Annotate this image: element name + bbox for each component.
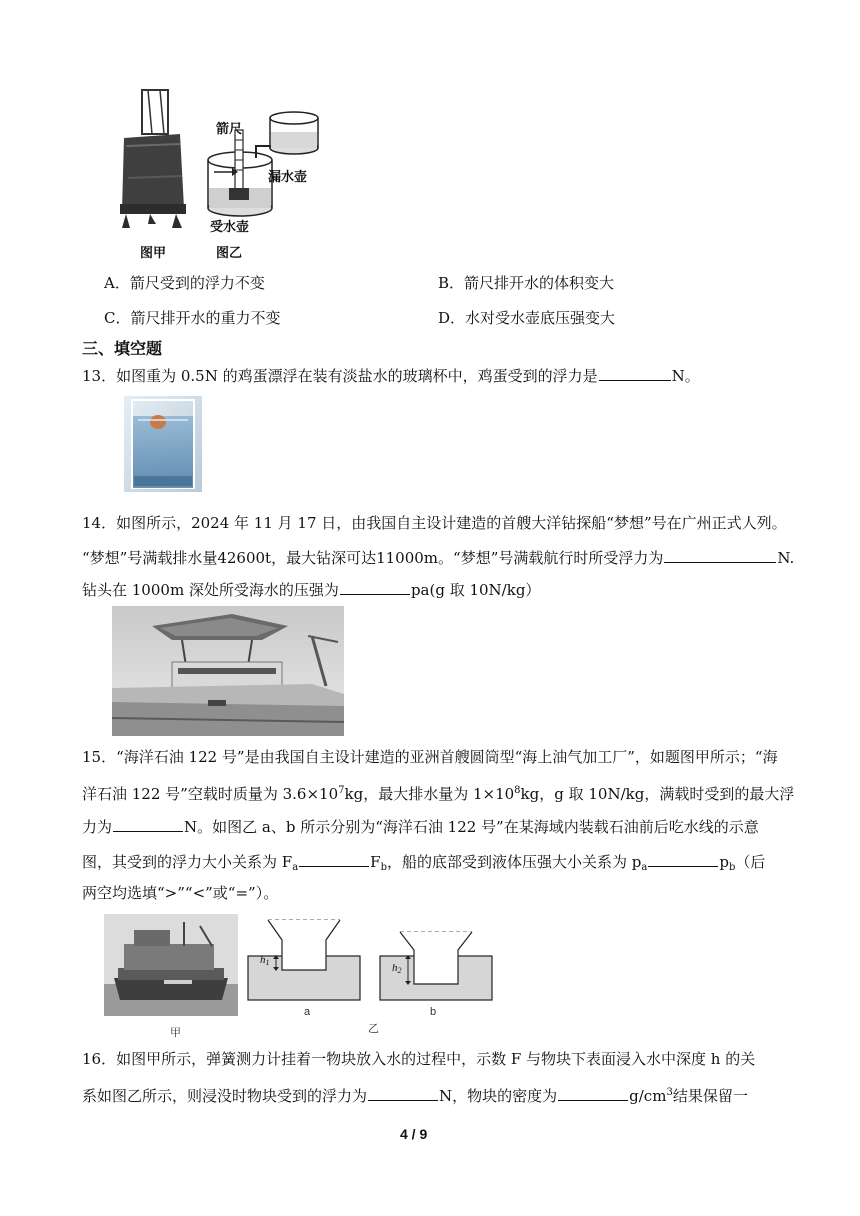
q15-fig-jia: 甲 [170,1027,181,1039]
q13-text-a: 13．如图重为 0.5N 的鸡蛋漂浮在装有淡盐水的玻璃杯中，鸡蛋受到的浮力是 [82,367,598,385]
q15-h1-sub: 1 [265,958,270,967]
q15-line4-d: p [719,853,729,871]
q16-line2-a: 系如图乙所示，则浸没时物块受到的浮力为 [82,1087,368,1105]
q15-h1: h [260,954,266,966]
caption-yi: 图乙 [216,246,243,261]
page-number: 4 / 9 [400,1126,428,1142]
q15-platform-photo [104,914,238,1016]
q15-sub-b: b [380,862,387,873]
q15-fig-b: b [430,1006,437,1018]
figure-clepsydra [110,88,330,260]
q15-fig-yi: 乙 [368,1023,379,1035]
q16-exp: 3 [666,1087,673,1098]
q13-egg-photo [124,396,202,492]
q15-line2-c: kg，g 取 10N/kg，满载时受到的最大浮 [520,785,795,803]
q13-blank [599,364,671,381]
q15-line2-b: kg，最大排水量为 1×10 [344,785,515,803]
q15-line4-a: 图，其受到的浮力大小关系为 F [82,853,293,871]
q15-line3 [82,815,759,838]
q14-line1: 14．如图所示，2024 年 11 月 17 日，由我国自主设计建造的首艘大洋钻探船“梦想”号在广州正式人列。 [82,514,787,532]
q15-line2 [82,780,794,805]
q15-blank2 [299,850,369,867]
label-shoushuihu: 受水壶 [210,220,250,235]
q15-line4-e: （后 [735,853,766,871]
q15-line3-a: 力为 [82,818,113,836]
q14-blank1 [664,546,776,563]
q13-text-b: N。 [671,367,700,385]
q15-h2-sub: 2 [397,966,402,975]
q15-diagram-a [246,914,362,1028]
q14-ship-photo [112,606,344,736]
q15-fig-a: a [304,1006,311,1018]
q15-sub-b2: b [728,862,736,873]
section-title: 三、填空题 [82,339,163,358]
q14-line2-b: N. [777,549,795,567]
q15-line3-b: N。如图乙 a、b 所示分别为“海洋石油 122 号”在某海域内装载石油前后吃水线的示意 [184,818,759,836]
label-jiachi: 箭尺 [216,122,243,137]
q15-blank3 [648,850,718,867]
q14-line3-b: pa(g 取 10N/kg） [410,581,541,599]
q16-blank1 [368,1084,438,1101]
q15-line1: 15．“海洋石油 122 号”是由我国自主设计建造的亚洲首艘圆筒型“海上油气加工厂”，如题图甲所示；“海 [82,748,778,766]
option-d: D．水对受水壶底压强变大 [438,309,616,327]
q14-line2-a: “梦想”号满载排水量42600t，最大钻深可达11000m。“梦想”号满载航行时所受浮力为 [82,549,664,567]
q15-h2: h [392,962,398,974]
q16-blank2 [558,1084,628,1101]
q14-line3-a: 钻头在 1000m 深处所受海水的压强为 [82,581,339,599]
q13-text [82,364,700,387]
q15-line4-b: F [370,853,381,871]
q15-exp1: 7 [338,785,345,796]
option-a: A．箭尺受到的浮力不变 [104,274,265,292]
option-b: B．箭尺排开水的体积变大 [438,274,615,292]
q15-sub-a2: a [641,862,648,873]
q15-line2-a: 洋石油 122 号”空载时质量为 3.6×10 [82,785,339,803]
q16-line2-c: g/cm [629,1087,667,1105]
q15-sub-a: a [292,862,299,873]
q15-exp2: 8 [514,785,521,796]
q15-diagram-b [378,914,494,1028]
q15-line5: 两空均选填“>”“<”或“=”）。 [82,884,279,902]
q16-line2 [82,1082,748,1107]
q16-line2-d: 结果保留一 [672,1087,748,1105]
q14-blank2 [340,578,410,595]
q16-line2-b: N，物块的密度为 [439,1087,558,1105]
q15-blank1 [113,815,183,832]
label-loushuihu: 漏水壶 [268,170,308,185]
caption-jia: 图甲 [140,246,167,261]
q16-line1: 16．如图甲所示，弹簧测力计挂着一物块放入水的过程中，示数 F 与物块下表面浸入水中深度 h 的关 [82,1050,756,1068]
q15-line4 [82,850,765,879]
q15-line4-c: ，船的底部受到液体压强大小关系为 p [386,853,642,871]
q15-h2-label [392,962,402,975]
option-c: C．箭尺排开水的重力不变 [104,309,281,327]
q14-line3 [82,578,540,601]
q15-h1-label [260,954,270,967]
q14-line2 [82,546,794,569]
